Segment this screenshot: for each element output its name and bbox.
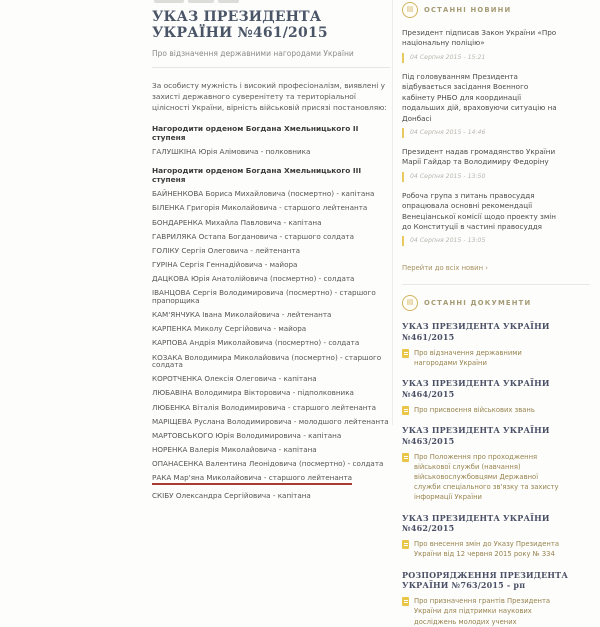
document-file-icon <box>402 597 409 606</box>
document-item-title[interactable]: РОЗПОРЯДЖЕННЯ ПРЕЗИДЕНТА УКРАЇНИ №763/2015 - рп <box>402 569 569 591</box>
award-section <box>152 166 390 500</box>
award-name-row <box>152 325 390 333</box>
award-heading: Нагородити орденом Богдана Хмельницького III ступеня <box>152 165 362 184</box>
news-icon: ▤ <box>402 2 418 18</box>
latest-documents-label: ОСТАННІ ДОКУМЕНТИ <box>424 299 532 308</box>
divider <box>152 67 390 68</box>
document-item[interactable] <box>402 513 590 560</box>
latest-documents-section <box>402 295 590 626</box>
award-name-text: БАЙНЕНКОВА Бориса Михайловича (посмертно) - капітана <box>152 189 375 199</box>
award-name-row <box>152 492 390 500</box>
award-name-row <box>152 354 390 369</box>
document-file-icon <box>402 453 409 462</box>
news-item-title[interactable]: Робоча група з питань правосуддя опрацювала основні рекомендації Венеціанської комісії щодо проекту змін до Конституції в частині правосуддя <box>402 190 556 232</box>
award-section <box>152 124 390 156</box>
document-intro: За особисту мужність і високий професіоналізм, виявлені у захисті державного суверенітету та територіальної цілісності України, вірність військовій присязі постановляю: <box>152 81 387 113</box>
document-item-subtitle[interactable]: Про Положення про проходження військової служби (навчання) військовослужбовцями Державної служби спеціального зв'язку та захисту інформації України <box>414 452 559 502</box>
documents-list <box>402 321 590 626</box>
document-item-subtitle-row <box>402 405 590 415</box>
document-item-title[interactable]: УКАЗ ПРЕЗИДЕНТА УКРАЇНИ №464/2015 <box>402 378 550 400</box>
award-name-row <box>152 460 390 468</box>
award-name-text: ГАВРИЛЯКА Остапа Богдановича - старшого солдата <box>152 231 354 241</box>
latest-news-section <box>402 2 590 282</box>
news-item-date: 04 Серпня 2015 - 14:46 <box>402 128 590 138</box>
award-names <box>152 190 390 499</box>
document-item[interactable] <box>402 425 590 503</box>
all-news-link[interactable]: Перейти до всіх новин › <box>402 264 488 273</box>
award-heading: Нагородити орденом Богдана Хмельницького II ступеня <box>152 123 359 142</box>
award-name-text: ГАЛУШКІНА Юрія Алімовича - полковника <box>152 147 311 157</box>
document-item-subtitle-row <box>402 452 590 503</box>
document-column <box>152 0 390 500</box>
award-name-text: ЛЮБАВІНА Володимира Вікторовича - підполковника <box>152 388 354 398</box>
document-item-title[interactable]: УКАЗ ПРЕЗИДЕНТА УКРАЇНИ №462/2015 <box>402 512 550 534</box>
award-name-text: СКІБУ Олександра Сергійовича - капітана <box>152 491 311 501</box>
document-item-subtitle-row <box>402 596 590 627</box>
award-name-row <box>152 418 390 426</box>
award-name-row <box>152 389 390 397</box>
document-item-subtitle-row <box>402 348 590 368</box>
award-name-text: ЛЮБЕНКА Віталія Володимировича - старшого лейтенанта <box>152 402 377 412</box>
award-name-text: ДАЦКОВА Юрія Анатолійовича (посмертно) - солдата <box>152 274 355 284</box>
award-name-text: БОНДАРЕНКА Михайла Павловича - капітана <box>152 217 322 227</box>
award-name-text: КАМ'ЯНЧУКА Івана Миколайовича - лейтенанта <box>152 310 332 320</box>
news-item[interactable] <box>402 28 590 63</box>
award-name-text: КОЗАКА Володимира Миколайовича (посмертно) - старшого солдата <box>152 352 382 370</box>
award-name-text: МАРТОВСЬКОГО Юрія Володимировича - капітана <box>152 430 342 440</box>
award-name-text: КАРПЕНКА Миколу Сергійовича - майора <box>152 324 307 334</box>
divider <box>402 284 590 285</box>
document-item[interactable] <box>402 378 590 415</box>
document-title: УКАЗ ПРЕЗИДЕНТА УКРАЇНИ №461/2015 <box>152 9 328 42</box>
award-name-row <box>152 247 390 255</box>
document-item-subtitle[interactable]: Про внесення змін до Указу Президента України від 12 червня 2015 року № 334 <box>414 540 559 559</box>
award-name-row <box>152 474 390 485</box>
tab-stub[interactable] <box>218 0 239 3</box>
award-name-text: НОРЕНКА Валерія Миколайовича - капітана <box>152 445 317 455</box>
latest-news-header <box>402 2 590 18</box>
news-item-title[interactable]: Президент підписав Закон України «Про національну поліцію» <box>402 28 557 48</box>
news-item-date: 04 Серпня 2015 - 13:05 <box>402 236 590 246</box>
award-name-row <box>152 148 390 156</box>
document-item-subtitle[interactable]: Про присвоєння військових звань <box>414 405 535 414</box>
award-name-row <box>152 375 390 383</box>
document-file-icon <box>402 349 409 358</box>
news-item[interactable] <box>402 147 590 182</box>
documents-icon: ▤ <box>402 295 418 311</box>
award-name-row <box>152 190 390 198</box>
award-name-row <box>152 289 390 304</box>
award-name-row <box>152 219 390 227</box>
award-name-text: КАРПОВА Андрія Миколайовича (посмертно) - солдата <box>152 338 360 348</box>
news-item[interactable] <box>402 191 590 247</box>
award-name-row <box>152 446 390 454</box>
award-name-row <box>152 233 390 241</box>
document-subtitle: Про відзначення державними нагородами України <box>152 49 354 59</box>
award-name-text: ГОЛІКУ Сергія Олеговича - лейтенанта <box>152 245 300 255</box>
award-name-text: ІВАНЦОВА Сергія Володимировича (посмертно) - старшого прапорщика <box>152 288 376 305</box>
tab-stub[interactable] <box>154 0 184 3</box>
document-item[interactable] <box>402 321 590 368</box>
document-item-subtitle-row <box>402 539 590 559</box>
document-item-subtitle[interactable]: Про відзначення державними нагородами України <box>414 348 522 368</box>
document-file-icon <box>402 406 409 415</box>
news-list <box>402 28 590 246</box>
document-item[interactable] <box>402 570 590 627</box>
latest-news-label: ОСТАННІ НОВИНИ <box>424 6 512 14</box>
award-name-row <box>152 261 390 269</box>
document-item-title[interactable]: УКАЗ ПРЕЗИДЕНТА УКРАЇНИ №461/2015 <box>402 321 550 343</box>
award-name-row <box>152 311 390 319</box>
award-name-text: КОРОТЧЕНКА Олексія Олеговича - капітана <box>152 374 317 384</box>
award-name-text: ГУРІНА Сергія Геннадійовича - майора <box>152 260 298 270</box>
document-item-title[interactable]: УКАЗ ПРЕЗИДЕНТА УКРАЇНИ №463/2015 <box>402 425 550 446</box>
news-item-date: 04 Серпня 2015 - 15:21 <box>402 53 590 63</box>
award-name-row <box>152 275 390 283</box>
award-name-row <box>152 404 390 412</box>
news-item-date: 04 Серпня 2015 - 13:50 <box>402 172 590 182</box>
latest-documents-header <box>402 295 590 311</box>
document-file-icon <box>402 540 409 549</box>
award-name-text: ОПАНАСЕНКА Валентина Леонідовича (посмертно) - солдата <box>152 459 384 469</box>
tab-stubs <box>154 0 390 3</box>
tab-stub[interactable] <box>188 0 214 3</box>
document-item-subtitle[interactable]: Про призначення грантів Президента України для підтримки наукових досліджень молодих учених <box>414 597 551 626</box>
news-item-title[interactable]: Під головуванням Президента відбувається засідання Воєнного кабінету РНБО для координації подальших дій, враховуючи ситуацію на Донбасі <box>402 71 557 123</box>
news-item[interactable] <box>402 72 590 138</box>
award-name-row <box>152 432 390 440</box>
award-name-text: РАКА Мар'яна Миколайовича - старшого лейтенанта <box>152 474 352 485</box>
award-name-row <box>152 204 390 212</box>
award-names <box>152 148 390 156</box>
award-name-text: МАРІЩЕВА Руслана Володимировича - молодшого лейтенанта <box>152 416 389 426</box>
award-sections <box>152 124 390 500</box>
sidebar <box>392 0 600 626</box>
award-name-text: БІЛЕНКА Григорія Миколайовича - старшого лейтенанта <box>152 203 368 213</box>
award-name-row <box>152 339 390 347</box>
news-item-title[interactable]: Президент надав громадянство України Марії Гайдар та Володимиру Федоріну <box>402 146 556 167</box>
